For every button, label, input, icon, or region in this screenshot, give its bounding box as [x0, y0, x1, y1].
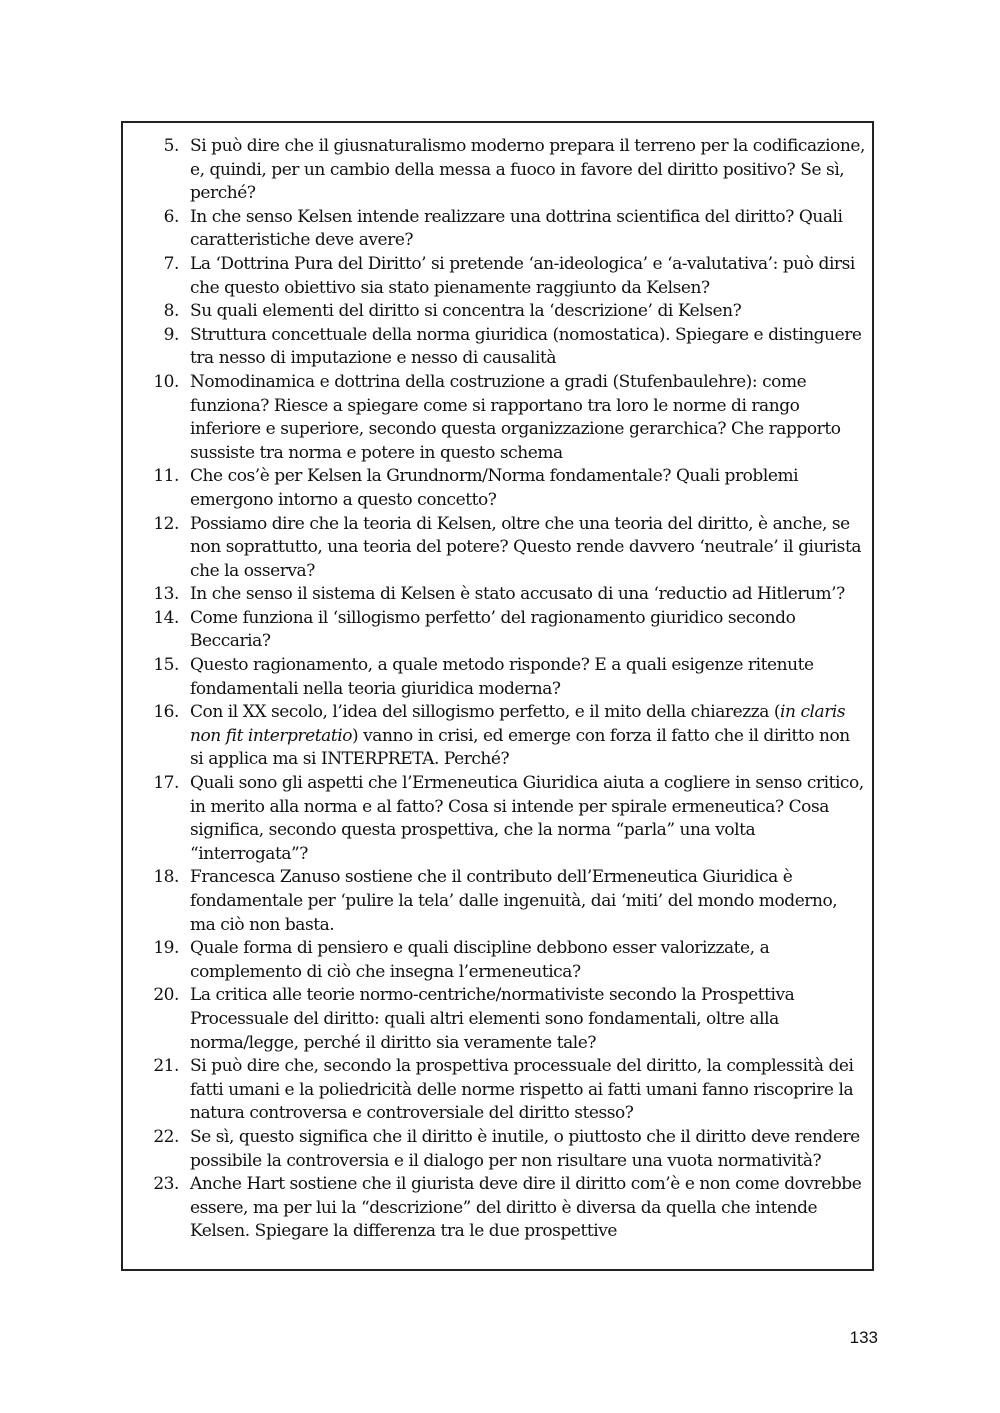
- question-text: [190, 1127, 860, 1171]
- question-item: [123, 253, 872, 300]
- question-text: [190, 702, 850, 769]
- question-text-segment: Struttura concettuale della norma giuridica (nomostatica). Spiegare e distinguere tra nesso di imputazione e nesso di causalità: [190, 324, 862, 369]
- question-number: 17.: [153, 773, 179, 794]
- question-item: [123, 371, 872, 465]
- question-text-segment: Quali sono gli aspetti che l’Ermeneutica Giuridica aiuta a cogliere in senso critico, in merito alla norma e al fatto? Cosa si intende per spirale ermeneutica? Cosa significa, secondo questa prospettiva, che la norma “parla” una volta “interrogata”?: [190, 773, 864, 864]
- question-number: 8.: [163, 301, 179, 322]
- question-text: [190, 773, 864, 864]
- question-item: [123, 937, 872, 984]
- question-item: [123, 1055, 872, 1126]
- question-item: [123, 984, 872, 1055]
- question-text-segment: Quale forma di pensiero e quali discipline debbono esser valorizzate, a complemento di ciò che insegna l’ermeneutica?: [190, 938, 770, 982]
- question-number: 22.: [153, 1126, 179, 1147]
- question-item: [123, 607, 872, 654]
- question-text: [190, 1056, 854, 1123]
- question-text-segment: La ‘Dottrina Pura del Diritto’ si pretende ‘an-ideologica’ e ‘a-valutativa’: può dirsi che questo obiettivo sia stato pienamente raggiunto da Kelsen?: [190, 253, 855, 298]
- question-item: [123, 465, 872, 512]
- question-text: [190, 655, 814, 699]
- question-text-segment: Anche Hart sostiene che il giurista deve dire il diritto com’è e non come dovrebbe essere, ma per lui la “descrizione” del diritto è diversa da quella che intende Kelsen. Spiegare la differenza tra le due prospettive: [190, 1174, 862, 1242]
- question-text: [190, 207, 842, 251]
- question-text: [190, 985, 794, 1052]
- question-number: 15.: [153, 655, 179, 676]
- question-item: [123, 1126, 872, 1173]
- question-text: [190, 867, 837, 934]
- question-text-segment: ) vanno in crisi, ed emerge con forza il fatto che il diritto non si applica ma si INTERPRETA. Perché?: [190, 725, 850, 770]
- page-number: 133: [849, 1328, 878, 1347]
- question-text: [190, 1174, 861, 1241]
- question-item: [123, 701, 872, 772]
- question-text-segment: Si può dire che il giusnaturalismo moderno prepara il terreno per la codificazione, e, quindi, per un cambio della messa a fuoco in favore del diritto positivo? Se sì, perché?: [190, 136, 865, 204]
- question-list: [123, 123, 872, 1244]
- question-text: [190, 584, 845, 604]
- question-text-segment: Come funziona il ‘sillogismo perfetto’ del ragionamento giuridico secondo Beccaria?: [190, 607, 796, 652]
- question-item: [123, 583, 872, 607]
- question-text: [190, 466, 798, 510]
- question-text: [190, 938, 769, 982]
- question-number: 7.: [163, 253, 179, 274]
- question-item: [123, 1173, 872, 1244]
- question-item: [123, 772, 872, 866]
- question-text-segment: Francesca Zanuso sostiene che il contributo dell’Ermeneutica Giuridica è fondamentale per ‘pulire la tela’ dalle ingenuità, dai ‘miti’ del mondo moderno, ma ciò non basta.: [190, 867, 838, 935]
- question-item: [123, 324, 872, 371]
- question-number: 6.: [163, 206, 179, 227]
- question-text: [190, 254, 855, 298]
- question-number: 14.: [153, 607, 179, 628]
- question-text-segment: Nomodinamica e dottrina della costruzione a gradi (Stufenbaulehre): come funziona? Riesce a spiegare come si rapportano tra loro le norme di rango inferiore e superiore, secondo questa organizzazione gerarchica? Che rapporto sussiste tra norma e potere in questo schema: [190, 371, 841, 463]
- question-text: [190, 372, 841, 463]
- question-text: [190, 325, 862, 369]
- question-text: [190, 608, 795, 652]
- question-text-segment: La critica alle teorie normo-centriche/normativiste secondo la Prospettiva Processuale del diritto: quali altri elementi sono fondamentali, oltre alla norma/legge, perché il diritto sia veramente tale?: [190, 985, 795, 1053]
- question-box: [121, 121, 874, 1271]
- question-number: 12.: [153, 513, 179, 534]
- question-number: 11.: [153, 466, 179, 487]
- question-item: [123, 866, 872, 937]
- question-text-segment: Su quali elementi del diritto si concentra la ‘descrizione’ di Kelsen?: [190, 301, 742, 322]
- question-text: [190, 514, 861, 581]
- question-text-segment: In che senso il sistema di Kelsen è stato accusato di una ‘reductio ad Hitlerum’?: [190, 584, 845, 605]
- question-text-segment: Con il XX secolo, l’idea del sillogismo perfetto, e il mito della chiarezza (: [190, 702, 781, 723]
- question-text-segment: Possiamo dire che la teoria di Kelsen, oltre che una teoria del diritto, è anche, se non soprattutto, una teoria del potere? Questo rende davvero ‘neutrale’ il giurista che la osserva?: [190, 513, 862, 581]
- question-number: 19.: [153, 938, 179, 959]
- question-number: 5.: [163, 136, 179, 156]
- question-item: [123, 135, 872, 206]
- question-number: 20.: [153, 985, 179, 1006]
- question-text-segment: Che cos’è per Kelsen la Grundnorm/Norma fondamentale? Quali problemi emergono intorno a questo concetto?: [190, 466, 799, 510]
- question-number: 21.: [153, 1056, 179, 1077]
- question-number: 10.: [153, 371, 179, 392]
- question-number: 18.: [153, 867, 179, 888]
- question-number: 9.: [163, 324, 179, 345]
- question-text: [190, 301, 741, 321]
- question-item: [123, 513, 872, 584]
- question-text: [190, 136, 865, 203]
- question-number: 23.: [153, 1174, 179, 1195]
- question-item: [123, 654, 872, 701]
- question-text-segment: Se sì, questo significa che il diritto è inutile, o piuttosto che il diritto deve rendere possibile la controversia e il dialogo per non risultare una vuota normatività?: [190, 1126, 860, 1171]
- question-text-italic: in claris non fit interpretatio: [190, 702, 846, 746]
- question-item: [123, 300, 872, 324]
- question-text-segment: Si può dire che, secondo la prospettiva processuale del diritto, la complessità dei fatti umani e la poliedricità delle norme rispetto ai fatti umani fanno riscoprire la natura controversa e controversiale del diritto stesso?: [190, 1056, 854, 1124]
- question-item: [123, 206, 872, 253]
- question-number: 16.: [153, 702, 179, 723]
- question-text-segment: In che senso Kelsen intende realizzare una dottrina scientifica del diritto? Quali caratteristiche deve avere?: [190, 206, 843, 251]
- question-text-segment: Questo ragionamento, a quale metodo risponde? E a quali esigenze ritenute fondamentali nella teoria giuridica moderna?: [190, 655, 814, 699]
- question-number: 13.: [153, 584, 179, 605]
